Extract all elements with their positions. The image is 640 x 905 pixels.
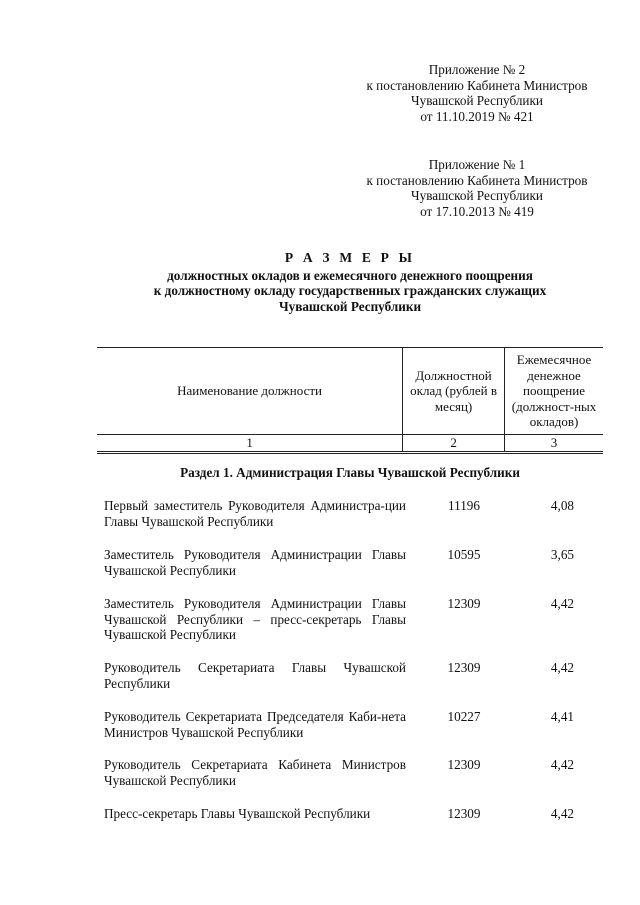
appendix-2-region: Чувашской Республики xyxy=(411,93,543,108)
appendix-1-date: от 17.10.2013 № 419 xyxy=(420,203,534,219)
position-name: Руководитель Секретариата Кабинета Министров Чувашской Республики xyxy=(104,757,406,788)
section-title: Раздел 1. Администрация Главы Чувашской Республики xyxy=(180,465,520,480)
salary-value: 10595 xyxy=(447,547,481,562)
appendix-2-title: Приложение № 2 xyxy=(428,62,526,77)
title-line-1: должностных окладов и ежемесячного денежного поощрения xyxy=(167,267,533,283)
bonus-value: 4,42 xyxy=(550,806,574,821)
title-line-2: к должностному окладу государственных гражданских служащих xyxy=(153,283,547,298)
salary-value: 10227 xyxy=(447,709,481,724)
document-title xyxy=(90,250,610,314)
column-number-3: 3 xyxy=(505,435,603,453)
appendix-1-title: Приложение № 1 xyxy=(428,157,526,172)
header-salary: Должностной оклад (рублей в месяц) xyxy=(403,348,505,435)
appendix-2-block xyxy=(327,62,627,124)
salary-value: 12309 xyxy=(447,806,481,821)
header-position-name: Наименование должности xyxy=(97,348,403,435)
bonus-value: 4,42 xyxy=(550,596,574,611)
position-name: Руководитель Секретариата Главы Чувашской Республики xyxy=(104,660,406,691)
position-name: Пресс-секретарь Главы Чувашской Республики xyxy=(104,806,371,821)
position-name: Первый заместитель Руководителя Администра-ции Главы Чувашской Республики xyxy=(104,498,406,529)
column-number-1: 1 xyxy=(97,435,403,453)
bonus-value: 4,08 xyxy=(550,498,574,513)
bonus-value: 4,42 xyxy=(550,757,574,772)
appendix-1-resolution: к постановлению Кабинета Министров xyxy=(366,172,588,188)
header-bonus: Ежемесячное денежное поощрение (должност-ных окладов) xyxy=(505,348,603,435)
appendix-1-region: Чувашской Республики xyxy=(411,188,543,203)
title-main: Р А З М Е Р Ы xyxy=(284,250,416,265)
table-header xyxy=(97,347,603,454)
position-name: Заместитель Руководителя Администрации Главы Чувашской Республики – пресс-секретарь Главы Чувашской Республики xyxy=(104,596,406,642)
salary-value: 11196 xyxy=(448,498,480,513)
bonus-value: 4,41 xyxy=(550,709,574,724)
position-name: Заместитель Руководителя Администрации Главы Чувашской Республики xyxy=(104,547,406,578)
appendix-1-block xyxy=(327,157,627,219)
appendix-2-date: от 11.10.2019 № 421 xyxy=(420,108,534,124)
column-number-2: 2 xyxy=(403,435,505,453)
bonus-value: 3,65 xyxy=(550,547,574,562)
bonus-value: 4,42 xyxy=(550,660,574,675)
position-name: Руководитель Секретариата Председателя Каби-нета Министров Чувашской Республики xyxy=(104,709,406,740)
salary-value: 12309 xyxy=(447,596,481,611)
title-line-3: Чувашской Республики xyxy=(278,298,422,314)
salary-value: 12309 xyxy=(447,660,481,675)
appendix-2-resolution: к постановлению Кабинета Министров xyxy=(366,77,588,93)
salary-value: 12309 xyxy=(447,757,481,772)
